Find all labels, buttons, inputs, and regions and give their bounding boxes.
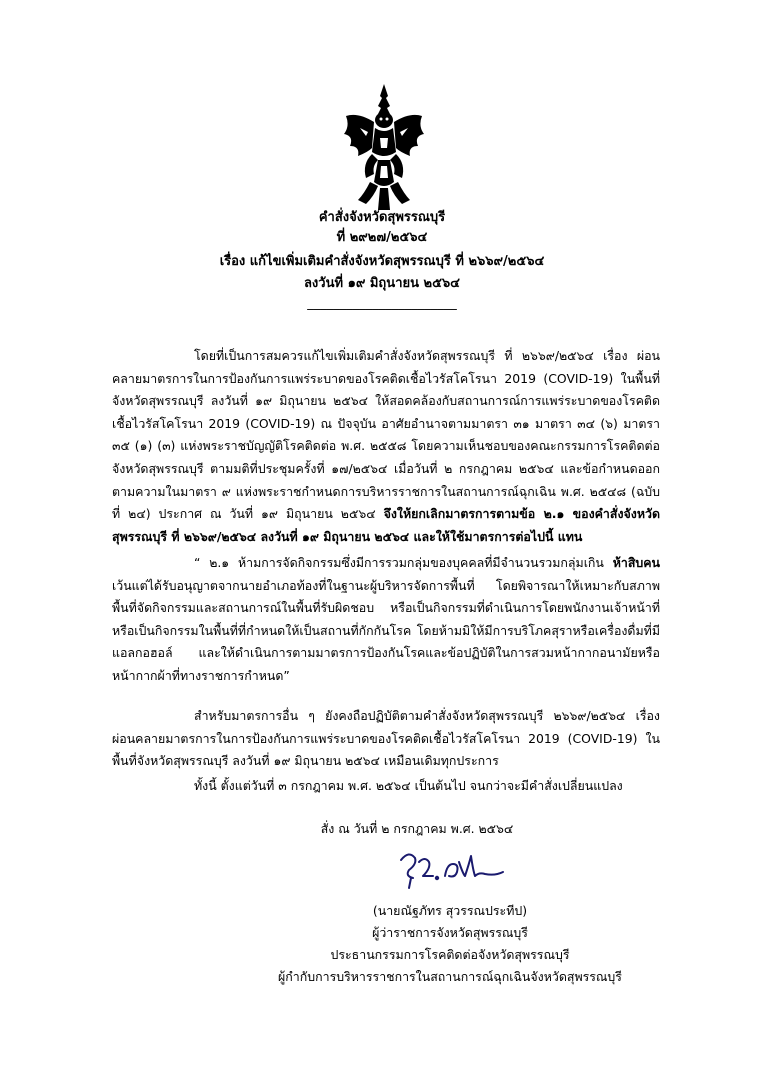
order-date: สั่ง ณ วันที่ ๒ กรกฎาคม พ.ศ. ๒๕๖๔ [320,821,514,836]
header-separator: _______________________ [307,296,457,311]
document-subject: เรื่อง แก้ไขเพิ่มเติมคำสั่งจังหวัดสุพรรณบุรี ที่ ๒๖๖๙/๒๕๖๔ [219,254,545,269]
measure-bold-text: ห้าสิบคน [612,555,660,570]
preamble-bold-text: จึงให้ยกเลิกมาตรการตามข้อ ๒.๑ ของคำสั่งจังหวัดสุพรรณบุรี ที่ ๒๖๖๙/๒๕๖๔ ลงวันที่ ๑๙ มิถุนายน ๒๕๖๔ และให้ใช้มาตรการต่อไปนี้ แทน [112,506,660,544]
handwritten-signature [395,842,505,898]
document-number: ที่ ๒๙๒๗/๒๕๖๔ [336,230,428,245]
signatory-position-2: ประธานกรรมการโรคติดต่อจังหวัดสุพรรณบุรี [330,947,570,962]
document-title: คำสั่งจังหวัดสุพรรณบุรี [318,210,446,225]
measure-lead-text: “ ๒.๑ ห้ามการจัดกิจกรรมซึ่งมีการรวมกลุ่มของบุคคลที่มีจำนวนรวมกลุ่มเกิน [194,555,613,570]
signatory-position-3: ผู้กำกับการบริหารราชการในสถานการณ์ฉุกเฉินจังหวัดสุพรรณบุรี [278,969,622,984]
paragraph-measure-2-1 [112,552,660,688]
signatory-block [230,900,670,988]
signatory-position-1: ผู้ว่าราชการจังหวัดสุพรรณบุรี [372,925,528,940]
preamble-text: โดยที่เป็นการสมควรแก้ไขเพิ่มเติมคำสั่งจังหวัดสุพรรณบุรี ที่ ๒๖๖๙/๒๕๖๔ เรื่อง ผ่อนคลายมาตรการในการป้องกันการแพร่ระบาดของโรคติดเชื้อไวรัสโคโรนา 2019 (COVID-19) ในพื้นที่จังหวัดสุพรรณบุรี ลงวันที่ ๑๙ มิถุนายน ๒๕๖๔ ให้สอดคล้องกับสถานการณ์การแพร่ระบาดของโรคติดเชื้อไวรัสโคโรนา 2019 (COVID-19) ณ ปัจจุบัน อาศัยอำนาจตามมาตรา ๓๑ มาตรา ๓๔ (๖) มาตรา ๓๕ (๑) (๓) แห่งพระราชบัญญัติโรคติดต่อ พ.ศ. ๒๕๕๘ โดยความเห็นชอบของคณะกรรมการโรคติดต่อจังหวัดสุพรรณบุรี ตามมติที่ประชุมครั้งที่ ๑๗/๒๕๖๔ เมื่อวันที่ ๒ กรกฎาคม ๒๕๖๔ และข้อกำหนดออกตามความในมาตรา ๙ แห่งพระราชกำหนดการบริหารราชการในสถานการณ์ฉุกเฉิน พ.ศ. ๒๕๔๘ (ฉบับที่ ๒๔) ประกาศ ณ วันที่ ๑๙ มิถุนายน ๒๕๖๔ [112,348,660,522]
signatory-name: (นายณัฐภัทร สุวรรณประทีป) [372,903,528,918]
document-date: ลงวันที่ ๑๙ มิถุนายน ๒๕๖๔ [303,276,461,291]
paragraph-other-measures: สำหรับมาตรการอื่น ๆ ยังคงถือปฏิบัติตามคำสั่งจังหวัดสุพรรณบุรี ๒๖๖๙/๒๕๖๔ เรื่อง ผ่อนคลายมาตรการในการป้องกันการแพร่ระบาดของโรคติดเชื้อไวรัสโคโรนา 2019 (COVID-19) ในพื้นที่จังหวัดสุพรรณบุรี ลงวันที่ ๑๙ มิถุนายน ๒๕๖๔ เหมือนเดิมทุกประการ [112,708,660,769]
paragraph-effective-date: ทั้งนี้ ตั้งแต่วันที่ ๓ กรกฎาคม พ.ศ. ๒๕๖๔ เป็นต้นไป จนกว่าจะมีคำสั่งเปลี่ยนแปลง [194,778,623,793]
paragraph-preamble [112,345,660,548]
garuda-emblem-icon [340,82,428,212]
measure-rest-text: เว้นแต่ได้รับอนุญาตจากนายอำเภอท้องที่ในฐานะผู้บริหารจัดการพื้นที่ โดยพิจารณาให้เหมาะกับสภาพพื้นที่จัดกิจกรรมและสถานการณ์ในพื้นที่รับผิดชอบ หรือเป็นกิจกรรมที่ดำเนินการโดยพนักงานเจ้าหน้าที่ หรือเป็นกิจกรรมในพื้นที่ที่กำหนดให้เป็นสถานที่กักกันโรค โดยห้ามมิให้มีการบริโภคสุราหรือเครื่องดื่มที่มีแอลกอฮอล์ และให้ดำเนินการตามมาตรการป้องกันโรคและข้อปฏิบัติในการสวมหน้ากากอนามัยหรือหน้ากากผ้าที่ทางราชการกำหนด” [112,577,660,683]
